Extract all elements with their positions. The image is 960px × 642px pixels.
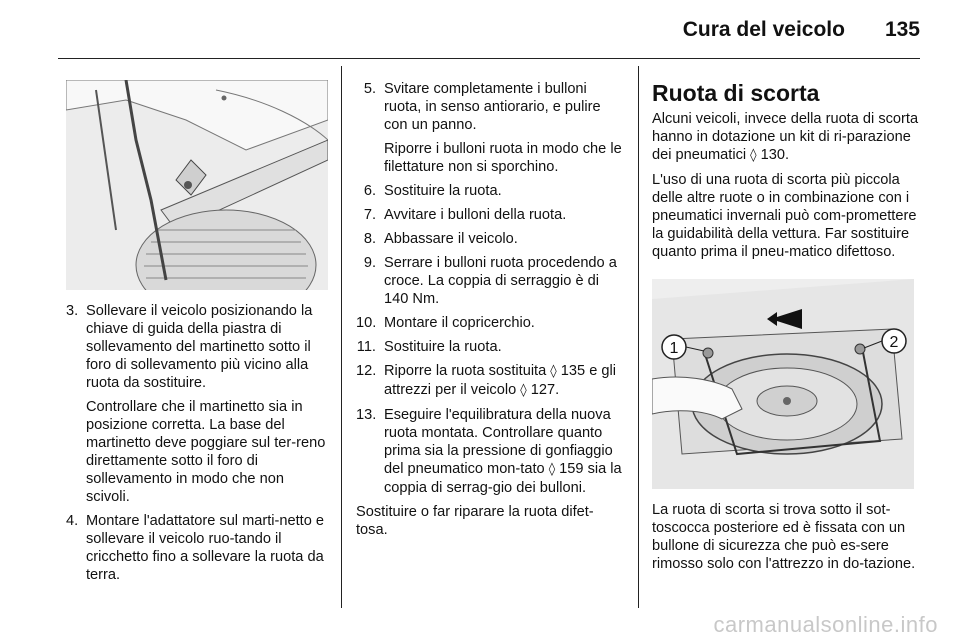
page-ref-icon[interactable]: ◊	[750, 148, 757, 163]
figure-label-2: 2	[889, 334, 899, 351]
jack-illustration	[66, 80, 328, 290]
list-item: 13. Eseguire l'equilibratura della nuova ruota montata. Controllare quanto prima sia la pressione di gonfiaggio del pneumatico mon-tato ◊ 159 sia la coppia di serrag-gio dei bulloni.	[356, 407, 622, 496]
list-item: 6. Sostituire la ruota.	[363, 183, 502, 199]
page-ref-icon[interactable]: ◊	[548, 462, 556, 477]
column-2	[356, 80, 624, 539]
list-item: 9. Serrare i bulloni ruota procedendo a croce. La coppia di serraggio è di 140 Nm.	[363, 255, 617, 307]
paragraph: La ruota di scorta si trova sotto il sot-toscocca posteriore ed è fissata con un bullone di sicurezza che può es-sere rimosso solo con l'attrezzo in do-tazione.	[652, 502, 916, 572]
column-3	[652, 80, 927, 579]
paragraph: Alcuni veicoli, invece della ruota di scorta hanno in dotazione un kit di ri-parazione dei pneumatici ◊ 130.	[652, 111, 919, 163]
closing-paragraph: Sostituire o far riparare la ruota difet-tosa.	[356, 504, 594, 538]
column-1	[66, 80, 328, 590]
list-item: 8. Abbassare il veicolo.	[363, 231, 518, 247]
paragraph: L'uso di una ruota di scorta più piccola delle altre ruote o in combinazione con i pneumatici invernali può com-promettere la guidabilità della vettura. Far sostituire quanto prima il pneu-matico difettoso.	[652, 172, 917, 260]
page-header	[683, 18, 920, 48]
list-item: 3. Sollevare il veicolo posizionando la chiave di guida della piastra di sollevamento del martinetto sotto il foro di sollevamento più vicino alla ruota da sostituire. Controllare che il martinetto sia in posizione corretta. La base del martinetto deve poggiare sul ter-reno direttamente sotto il foro di sollevamento in modo che non scivoli.	[66, 303, 326, 505]
section-title: Cura del veicolo	[682, 18, 845, 41]
list-item: 7. Avvitare i bulloni della ruota.	[363, 207, 567, 223]
list-item: 10. Montare il copricerchio.	[356, 315, 535, 331]
page-ref-icon[interactable]: ◊	[550, 364, 557, 379]
page-number: 135	[884, 18, 920, 41]
section-heading: Ruota di scorta	[652, 80, 820, 106]
list-item: 12. Riporre la ruota sostituita ◊ 135 e gli attrezzi per il veicolo ◊ 127.	[356, 363, 616, 398]
page-ref-icon[interactable]: ◊	[520, 383, 527, 398]
header-rule	[58, 58, 920, 59]
column-divider-2	[638, 66, 639, 608]
list-item: 11. Sostituire la ruota.	[356, 339, 502, 355]
figure-label-1: 1	[669, 340, 679, 357]
column-divider-1	[341, 66, 342, 608]
spare-wheel-illustration	[652, 279, 914, 489]
list-item: 4. Montare l'adattatore sul marti-netto e sollevare il veicolo ruo-tando il cricchetto fino a sollevare la ruota da terra.	[66, 513, 325, 583]
watermark: carmanualsonline.info	[713, 612, 938, 637]
steps-list-1	[66, 302, 328, 584]
steps-list-2	[356, 80, 624, 497]
list-item: 5. Svitare completamente i bulloni ruota, in senso antiorario, e pulire con un panno. Riporre i bulloni ruota in modo che le filettature non si sporchino.	[363, 81, 622, 175]
